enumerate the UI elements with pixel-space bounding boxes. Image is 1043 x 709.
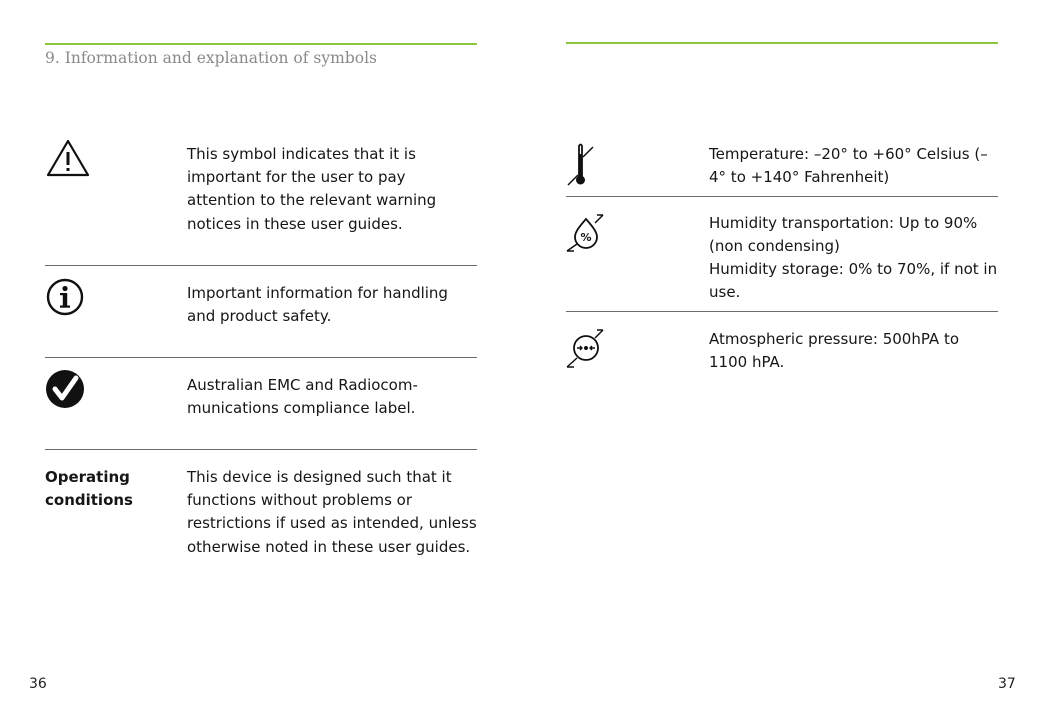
top-green-rule (566, 42, 998, 44)
top-green-rule (45, 43, 477, 45)
pressure-description: Atmospheric pressure: 500hPA to 1100 hPA. (709, 330, 960, 372)
section-title: 9. Information and explanation of symbols (45, 49, 377, 67)
row-divider (45, 357, 477, 358)
left-page (0, 0, 521, 709)
humidity-transportation-text: Humidity transportation: Up to 90% (non condensing) (709, 214, 978, 256)
info-symbol-description: Important information for handling and product safety. (187, 284, 448, 326)
row-divider (45, 449, 477, 450)
operating-conditions-text: This device is designed such that it functions without problems or restrictions if used as intended, unless otherwise noted in these user guides. (187, 468, 477, 556)
page-number-right: 37 (998, 676, 1016, 692)
rcm-symbol-description: Australian EMC and Radiocom-munications compliance label. (187, 376, 418, 418)
operating-conditions-label: Operating conditions (45, 468, 133, 510)
warning-symbol-description: This symbol indicates that it is important for the user to pay attention to the relevant warning notices in these user guides. (187, 145, 437, 233)
svg-text:%: % (580, 231, 592, 244)
row-divider (566, 311, 998, 312)
row-divider (566, 196, 998, 197)
rcm-compliance-icon (45, 369, 85, 409)
thermometer-icon (565, 142, 599, 188)
row-divider (45, 265, 477, 266)
right-page (521, 0, 1043, 709)
page-number-left: 36 (29, 676, 47, 692)
humidity-storage-text: Humidity storage: 0% to 70%, if not in use. (709, 260, 998, 302)
warning-triangle-icon (45, 138, 91, 178)
info-circle-icon (45, 277, 85, 317)
temperature-description: Temperature: –20° to +60° Celsius (–4° to +140° Fahrenheit) (709, 145, 988, 187)
pressure-icon (565, 327, 607, 369)
humidity-icon (565, 211, 607, 253)
